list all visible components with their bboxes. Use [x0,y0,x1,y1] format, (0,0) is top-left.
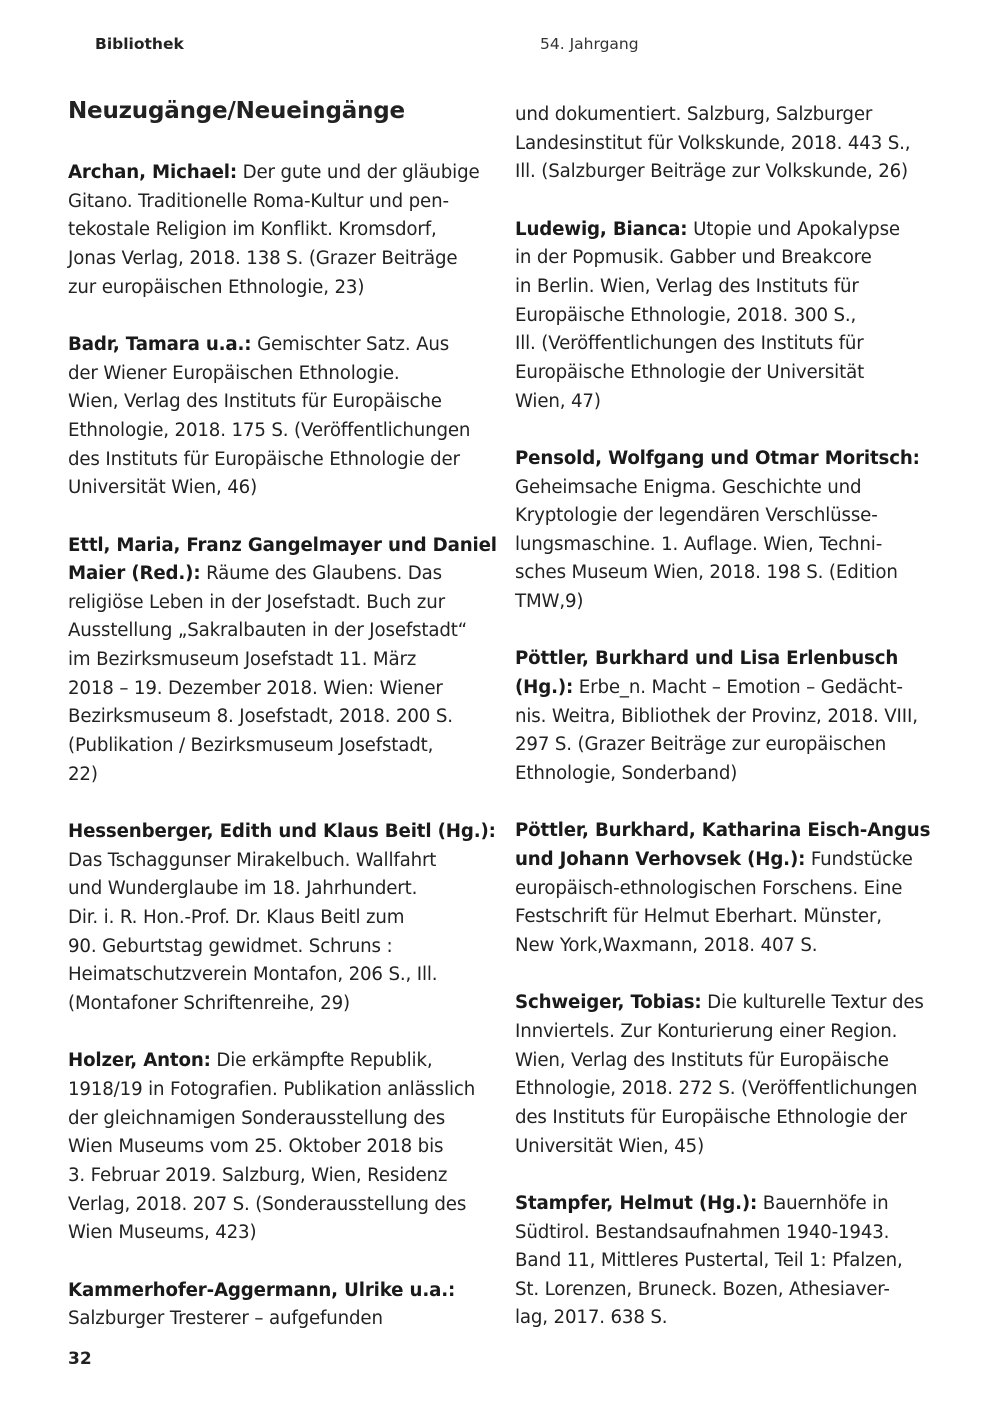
entry-text: Geheimsache Enigma. Geschichte und [515,476,862,498]
running-header-volume: 54. Jahrgang [540,35,639,53]
entry-line [515,559,945,588]
entry-line [515,531,945,560]
entry-text: 3. Februar 2019. Salzburg, Wien, Residenz [68,1164,448,1186]
entry-author: Maier (Red.): [68,563,201,585]
entry-line [515,989,945,1018]
entry-text: St. Lorenzen, Bruneck. Bozen, Athesiaver- [515,1278,890,1300]
entry-line [68,532,498,561]
entry-text: Ill. (Veröffentlichungen des Instituts für [515,333,864,355]
entry-text: Utopie und Apokalypse [687,218,900,240]
entry-text: Wien Museums, 423) [68,1222,257,1244]
entry-text: Universität Wien, 45) [515,1135,705,1157]
entry-text: Ethnologie, 2018. 175 S. (Veröffentlichungen [68,419,471,441]
entry-text: Wien, 47) [515,390,601,412]
bibliography-entry [515,216,945,417]
entry-text: sches Museum Wien, 2018. 198 S. (Edition [515,562,898,584]
entry-line [515,645,945,674]
entry-text: des Instituts für Europäische Ethnologie der [68,448,460,470]
bibliography-entry [515,445,945,617]
entry-text: 2018 – 19. Dezember 2018. Wien: Wiener [68,677,443,699]
entry-line [68,1162,498,1191]
entry-text: Der gute und der gläubige [237,162,480,183]
entry-line [68,560,498,589]
entry-line [515,875,945,904]
entry-line [68,703,498,732]
entry-text: europäisch-ethnologischen Forschens. Eine [515,877,903,899]
entry-text: in der Popmusik. Gabber und Breakcore [515,247,872,269]
entry-line [515,388,945,417]
entry-line [68,761,498,790]
entry-line [68,617,498,646]
entry-line [515,1190,945,1219]
entry-text: Die kulturelle Textur des [701,992,924,1014]
bibliography-entry [68,159,498,302]
entry-text: Verlag, 2018. 207 S. (Sonderausstellung des [68,1193,467,1215]
entry-line [515,474,945,503]
entry-line [515,846,945,875]
entry-text: (Publikation / Bezirksmuseum Josefstadt, [68,735,434,757]
entry-line [515,760,945,789]
bibliography-entry [68,532,498,790]
entry-line [515,445,945,474]
entry-line [515,817,945,846]
entry-line [68,675,498,704]
entry-text: Ill. (Salzburger Beiträge zur Volkskunde, 26) [515,161,908,183]
entry-line [515,1276,945,1305]
entry-line [68,245,498,274]
entry-text: Salzburger Tresterer – aufgefunden [68,1308,383,1330]
bibliography-entry [68,1277,498,1334]
entry-text: Bezirksmuseum 8. Josefstadt, 2018. 200 S. [68,706,453,728]
entry-text: Wien, Verlag des Instituts für Europäische [68,391,442,413]
entry-line [515,932,945,961]
entry-line [68,818,498,847]
entry-line [515,101,945,130]
entry-text: und Wunderglaube im 18. Jahrhundert. [68,878,418,900]
bibliography-entry [515,101,945,187]
entry-line [515,903,945,932]
entry-line [68,1219,498,1248]
entry-text: in Berlin. Wien, Verlag des Instituts für [515,275,859,297]
entry-text: religiöse Leben in der Josefstadt. Buch zur [68,591,445,613]
entry-line [68,159,498,188]
entry-line [515,674,945,703]
entry-text: Kryptologie der legendären Verschlüsse- [515,505,878,527]
entry-line [515,1133,945,1162]
entry-line [515,1018,945,1047]
entry-author: Ludewig, Bianca: [515,218,688,240]
entry-line [68,1076,498,1105]
bibliography-entry [515,1190,945,1333]
entry-text: Europäische Ethnologie, 2018. 300 S., [515,304,857,326]
entry-line [515,130,945,159]
entry-text: 297 S. (Grazer Beiträge zur europäischen [515,734,887,756]
entry-line [68,875,498,904]
bibliography-entry [68,331,498,503]
entry-text: 22) [68,763,98,785]
entry-line [515,731,945,760]
entry-author: Ettl, Maria, Franz Gangelmayer und Daniel [68,534,497,556]
entry-text: Räume des Glaubens. Das [200,563,442,585]
entry-text: Wien Museums vom 25. Oktober 2018 bis [68,1136,444,1158]
bibliography-entry [515,989,945,1161]
entry-text: im Bezirksmuseum Josefstadt 11. März [68,649,417,671]
bibliography-entry [515,817,945,960]
entry-text: Das Tschaggunser Mirakelbuch. Wallfahrt [68,849,437,871]
entry-line [515,1219,945,1248]
entry-text: lag, 2017. 638 S. [515,1307,668,1329]
entry-author: Pensold, Wolfgang und Otmar Moritsch: [515,447,920,469]
entry-line [68,446,498,475]
entry-line [68,646,498,675]
entry-text: Südtirol. Bestandsaufnahmen 1940-1943. [515,1221,890,1243]
entry-text: Erbe_n. Macht – Emotion – Gedächt- [573,677,903,699]
running-header-section: Bibliothek [95,35,184,53]
entry-line [515,273,945,302]
entry-line [515,502,945,531]
entry-text: (Montafoner Schriftenreihe, 29) [68,992,350,1014]
entry-text: Ethnologie, Sonderband) [515,763,738,785]
entry-line [515,1075,945,1104]
entry-line [515,216,945,245]
entry-text: Innviertels. Zur Konturierung einer Region. [515,1020,898,1042]
entry-line [68,474,498,503]
entry-line [515,1047,945,1076]
entry-text: Heimatschutzverein Montafon, 206 S., Ill. [68,964,438,986]
left-column [68,159,498,1362]
entry-line [68,417,498,446]
entry-text: Bauernhöfe in [757,1192,889,1214]
page-title: Neuzugänge/Neueingänge [68,98,405,124]
entry-line [68,360,498,389]
entry-line [515,330,945,359]
entry-author: Pöttler, Burkhard und Lisa Erlenbusch [515,648,899,670]
entry-author: Badr, Tamara u.a.: [68,333,252,355]
entry-line [68,904,498,933]
entry-line [68,1191,498,1220]
entry-text: Europäische Ethnologie der Universität [515,361,865,383]
entry-text: Gemischter Satz. Aus [251,333,450,355]
entry-text: und dokumentiert. Salzburg, Salzburger [515,104,873,125]
entry-text: Dir. i. R. Hon.-Prof. Dr. Klaus Beitl zum [68,907,405,929]
entry-line [515,703,945,732]
entry-text: Ethnologie, 2018. 272 S. (Veröffentlichungen [515,1078,918,1100]
entry-line [68,1047,498,1076]
entry-line [515,1104,945,1133]
entry-line [515,244,945,273]
entry-author: Pöttler, Burkhard, Katharina Eisch-Angus [515,820,931,842]
page-number: 32 [68,1349,92,1369]
entry-text: Wien, Verlag des Instituts für Europäische [515,1049,889,1071]
entry-line [68,331,498,360]
entry-text: der gleichnamigen Sonderausstellung des [68,1107,446,1129]
entry-line [68,388,498,417]
bibliography-entry [68,818,498,1019]
entry-text: der Wiener Europäischen Ethnologie. [68,362,400,384]
entry-text: nis. Weitra, Bibliothek der Provinz, 2018. VIII, [515,705,918,727]
entry-author: Holzer, Anton: [68,1050,211,1072]
entry-author: Archan, Michael: [68,162,238,183]
entry-line [68,216,498,245]
entry-text: Fundstücke [805,849,913,870]
entry-text: des Instituts für Europäische Ethnologie der [515,1106,907,1128]
entry-line [515,302,945,331]
entry-line [68,990,498,1019]
entry-line [68,933,498,962]
entry-author: Stampfer, Helmut (Hg.): [515,1192,758,1214]
entry-text: 90. Geburtstag gewidmet. Schruns : [68,935,393,957]
entry-author: Hessenberger, Edith und Klaus Beitl (Hg.): [68,821,496,843]
entry-author: Kammerhofer-Aggermann, Ulrike u.a.: [68,1279,456,1301]
entry-text: Gitano. Traditionelle Roma-Kultur und pen- [68,190,449,212]
entry-line [68,188,498,217]
entry-line [68,589,498,618]
entry-line [68,1105,498,1134]
entry-line [68,847,498,876]
entry-text: Ausstellung „Sakralbauten in der Josefstadt“ [68,620,468,642]
entry-line [68,274,498,303]
entry-line [515,588,945,617]
entry-text: Universität Wien, 46) [68,477,258,499]
entry-line [515,158,945,187]
right-column [515,101,945,1362]
entry-line [68,961,498,990]
entry-line [68,732,498,761]
entry-line [68,1133,498,1162]
entry-text: Die erkämpfte Republik, [210,1050,433,1072]
entry-text: TMW,9) [515,591,584,613]
entry-text: Landesinstitut für Volkskunde, 2018. 443 S., [515,132,911,154]
bibliography-entry [515,645,945,788]
entry-text: tekostale Religion im Konflikt. Kromsdorf, [68,219,437,241]
entry-text: Festschrift für Helmut Eberhart. Münster, [515,906,882,928]
entry-line [515,1247,945,1276]
entry-text: Jonas Verlag, 2018. 138 S. (Grazer Beiträge [68,247,458,269]
entry-text: zur europäischen Ethnologie, 23) [68,276,365,298]
entry-author: Schweiger, Tobias: [515,992,702,1014]
entry-line [68,1277,498,1306]
entry-line [68,1305,498,1334]
entry-line [515,1304,945,1333]
bibliography-entry [68,1047,498,1248]
entry-author: und Johann Verhovsek (Hg.): [515,849,806,870]
entry-text: New York,Waxmann, 2018. 407 S. [515,934,818,956]
entry-line [515,359,945,388]
entry-author: (Hg.): [515,677,574,699]
entry-text: 1918/19 in Fotografien. Publikation anlässlich [68,1078,476,1100]
entry-text: Band 11, Mittleres Pustertal, Teil 1: Pfalzen, [515,1250,903,1272]
entry-text: lungsmaschine. 1. Auflage. Wien, Techni- [515,533,883,555]
